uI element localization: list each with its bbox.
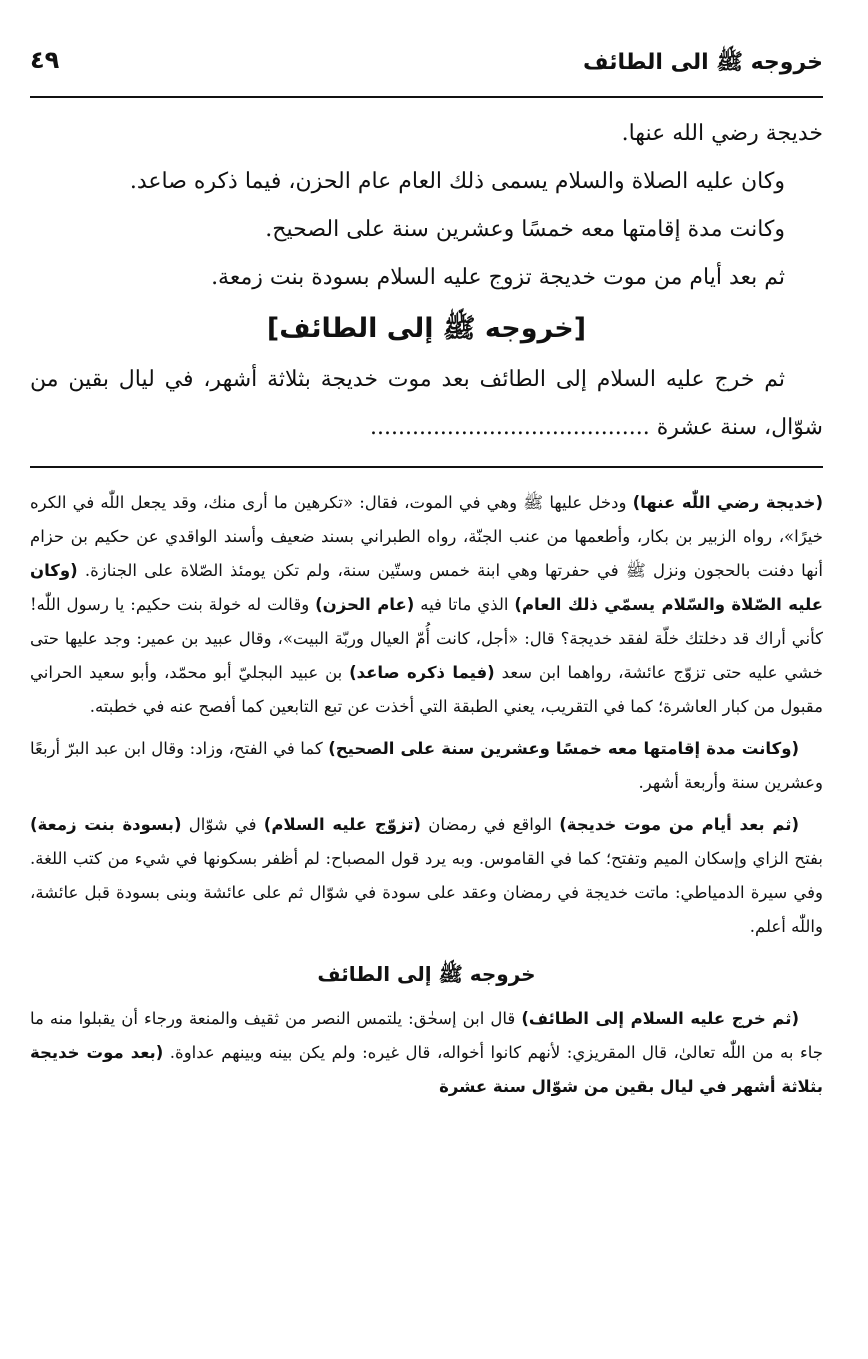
matn-paragraph: ثم خرج عليه السلام إلى الطائف بعد موت خديجة بثلاثة أشهر، في ليال بقين من شوّال، سنة عشرة ........................................ xyxy=(30,367,823,440)
commentary-text-run: ودخل عليها ﷺ وهي في الموت، فقال: «تكرهين ما أرى منك، وقد يجعل اللّٰه في الكره خيرًا»، رواه الزبير بن بكار، وأطعمها من عنب الجنّة، رواه الطبراني بسند ضعيف وأسند الواقدي عن حكيم بن حزام أنها دفنت بالحجون ونزل ﷺ في حفرتها وهي ابنة خمس وستّين سنة، ولم تكن يومئذ الصّلاة على الجنازة. xyxy=(30,493,823,580)
quoted-phrase: (خديجة رضي اللّٰه عنها) xyxy=(632,493,823,512)
matn-paragraph: وكان عليه الصلاة والسلام يسمى ذلك العام عام الحزن، فيما ذكره صاعد. xyxy=(129,169,785,194)
page-number: ٤٩ xyxy=(30,46,60,74)
quoted-phrase: (بعد موت خديجة بثلاثة أشهر في ليال بقين من شوّال سنة عشرة xyxy=(30,1043,823,1096)
matn-paragraph: وكانت مدة إقامتها معه خمسًا وعشرين سنة على الصحيح. xyxy=(265,217,785,242)
quoted-phrase: (فيما ذكره صاعد) xyxy=(349,663,495,682)
commentary-text-run: كما في الفتح، وزاد: وقال ابن عبد البرّ أربعًا وعشرين سنة وأربعة أشهر. xyxy=(30,739,823,792)
commentary-text-run: الواقع في رمضان xyxy=(420,815,560,834)
commentary-text-run: وقالت له خولة بنت حكيم: يا رسول اللّٰه! كأني أراك قد دخلتك خلّة لفقد خديجة؟ قال: «أجل، كانت أُمّ العيال وربّة البيت»، وقال عبيد بن عمير: وجد عليها حتى خشي عليه حتى تزوّج عائشة، رواهما ابن سعد xyxy=(30,595,823,682)
commentary-text-run: بفتح الزاي وإسكان الميم وتفتح؛ كما في القاموس. وبه يرد قول المصباح: لم أظفر بسكونها في شيء من كتب اللغة. وفي سيرة الدمياطي: ماتت خديجة في رمضان وعقد على سودة في شوّال ثم على عائشة وبنى بسودة قبل عائشة، واللّٰه أعلم. xyxy=(30,849,823,936)
quoted-phrase: (ثم بعد أيام من موت خديجة) xyxy=(559,815,799,834)
commentary-text-run: بن عبيد البجليّ أبو محمّد، وأبو سعيد الحراني مقبول من كبار العاشرة؛ كما في التقريب، يعني الطبقة التي أخذت عن تبع التابعين كما أفصح عنه في خطبته. xyxy=(30,663,823,716)
running-title: خروجه ﷺ الى الطائف xyxy=(583,50,823,75)
commentary-paragraph xyxy=(30,808,823,944)
quoted-phrase: (عام الحزن) xyxy=(315,595,415,614)
quoted-phrase: (وكانت مدة إقامتها معه خمسًا وعشرين سنة على الصحيح) xyxy=(328,739,799,758)
quoted-phrase: (تزوّج عليه السلام) xyxy=(263,815,421,834)
commentary-subheading: خروجه ﷺ إلى الطائف xyxy=(317,962,536,986)
commentary-text xyxy=(30,486,823,1104)
commentary-paragraph xyxy=(30,486,823,724)
quoted-phrase: (وكان عليه الصّلاة والسّلام يسمّي ذلك العام) xyxy=(30,561,823,614)
book-page xyxy=(30,40,823,1112)
matn-paragraph: خديجة رضي الله عنها. xyxy=(621,121,823,146)
main-text xyxy=(30,110,823,452)
matn-paragraph: ثم بعد أيام من موت خديجة تزوج عليه السلام بسودة بنت زمعة. xyxy=(211,265,785,290)
quoted-phrase: (بسودة بنت زمعة) xyxy=(30,815,182,834)
commentary-paragraph xyxy=(30,1002,823,1104)
page-header xyxy=(30,40,823,98)
commentary-paragraph xyxy=(30,732,823,800)
commentary-text-run: قال ابن إسحٰق: يلتمس النصر من ثقيف والمنعة ورجاء أن يقبلوا منه ما جاء به من اللّٰه تعالىٰ، قال المقريزي: لأنهم كانوا أخواله، قال غيره: ولم يكن بينه وبينهم عداوة. xyxy=(30,1009,823,1062)
commentary-text-run: في شوّال xyxy=(181,815,264,834)
quoted-phrase: (ثم خرج عليه السلام إلى الطائف) xyxy=(521,1009,799,1028)
footnote-divider xyxy=(30,466,823,468)
commentary-text-run: الذي ماتا فيه xyxy=(414,595,515,614)
section-heading: [خروجه ﷺ إلى الطائف] xyxy=(266,313,587,344)
